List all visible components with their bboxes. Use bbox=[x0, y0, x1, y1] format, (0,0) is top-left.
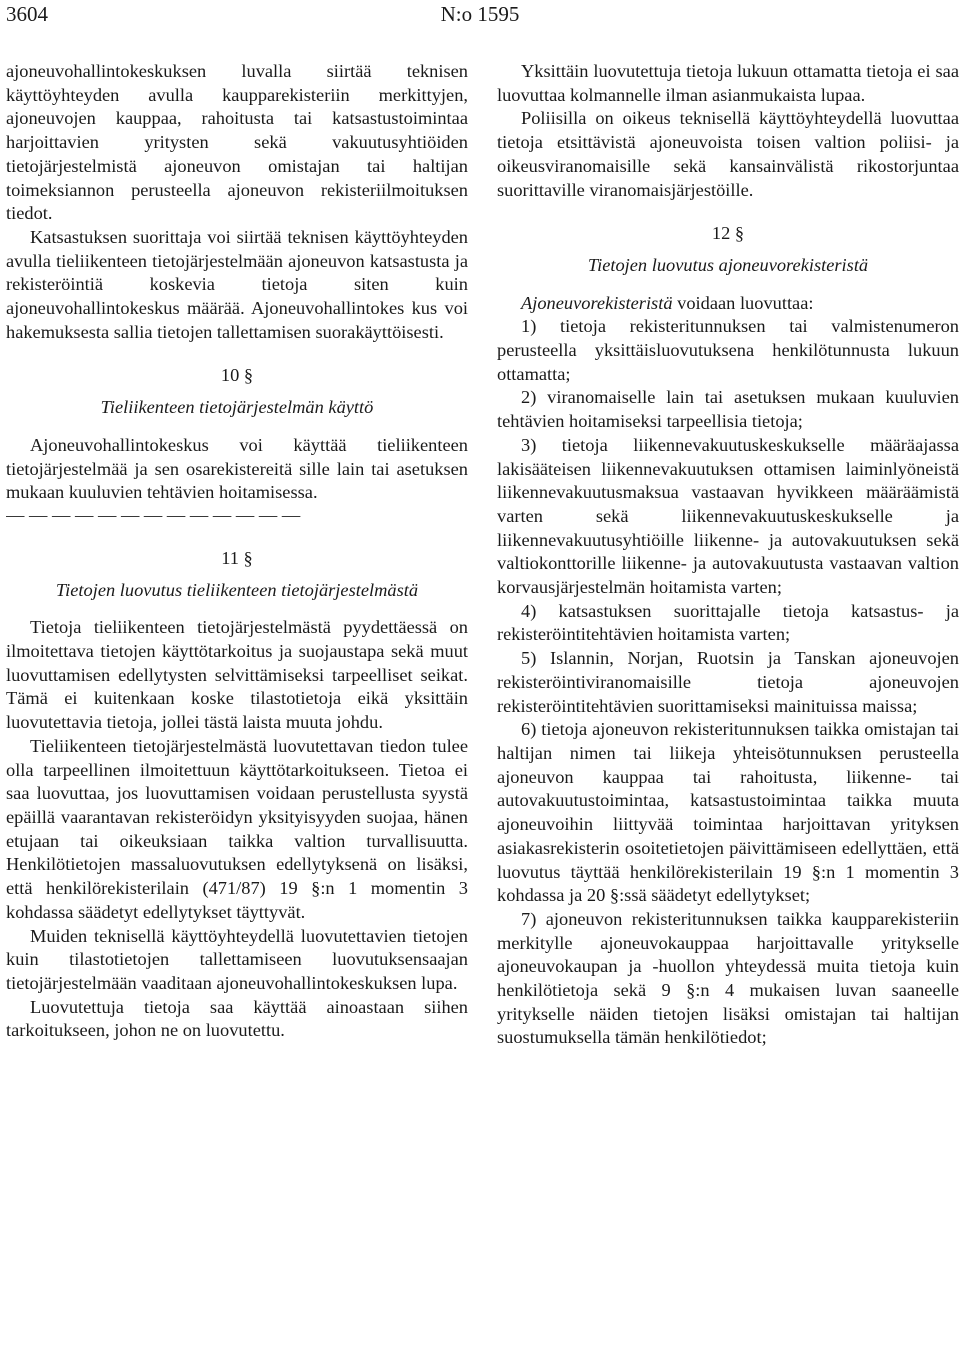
paragraph: Ajoneuvohallintokeskus voi käyttää tieliikenteen tietojärjestelmää ja sen osarekistereitä sille lain tai asetuksen mukaan kuuluvien tehtävien hoitamisessa. bbox=[6, 434, 468, 503]
section-number: 12 § bbox=[711, 223, 745, 244]
paragraph bbox=[6, 616, 468, 735]
sentence: Katsastuksen suorittaja voi siirtää teknisen käyttöyhteyden avulla tieliikenteen tietojärjestelmään ajoneuvon katsastusta ja rekisteröintiä koskevia tietoja siten kuin ajoneuvohallintokeskus määrää. bbox=[6, 226, 468, 319]
paragraph: ajoneuvohallintokeskuksen luvalla siirtää teknisen käyttöyhteyden avulla kaupparekisteriin merkittyjen, ajoneuvojen kauppaa, rahoitusta tai katsastustoimintaa harjoittavien yritysten sekä vakuutusyhtiöiden tietojärjestelmistä ajoneuvon omistajan tai haltijan toimeksiannon perusteella ajoneuvon rekisteriilmoituksen tiedot. bbox=[6, 61, 468, 224]
sentence: Tietoa ei saa luovuttaa, jos luovuttamisen voidaan perustellusta syystä epäillä vaarantavan rekisteröidyn yksityisyyden suojaa, hänen etujaan tai oikeuksiaan taikka valtion turvallisuutta. bbox=[6, 759, 468, 851]
paragraph bbox=[6, 735, 468, 925]
sentence: Henkilötietojen massaluovutuksen edellytyksenä on lisäksi, että henkilörekisterilain (471/87) 19 §:n 1 momentin 3 kohdassa säädetyt edellytykset täyttyvät. bbox=[6, 854, 468, 922]
section-number: 10 § bbox=[220, 365, 254, 386]
section-number: 11 § bbox=[221, 547, 253, 568]
paragraph: Poliisilla on oikeus teknisellä käyttöyhteydellä luovuttaa tietoja etsittävistä ajoneuvoista toisen valtion poliisi- ja oikeusviranomaisille sekä kansainvälistä rikostorjuntaa suorittaville viranomaisjärjestöille. bbox=[497, 108, 959, 200]
sentence: Tieliikenteen tietojärjestelmästä luovutettavan tiedon tulee olla tarpeellinen ilmoitettuun käyttötarkoitukseen. bbox=[6, 735, 468, 780]
section-title: Tietojen luovutus ajoneuvorekisteristä bbox=[587, 254, 869, 275]
list-item: 1) tietoja rekisteritunnuksen tai valmistenumeron perusteella yksittäisluovutuksena henkilötunnusta lukuun ottamatta; bbox=[497, 316, 959, 384]
omission-dashes: — — — — — — — — — — — — — bbox=[6, 504, 301, 525]
sentence: Ajoneuvohallintokes kus voi hakemuksesta sallia tietojen tallettamisen suorakäyttöisesti. bbox=[6, 298, 468, 342]
list-item: 4) katsastuksen suorittajalle tietoja katsastus- ja rekisteröintitehtävien hoitamista varten; bbox=[497, 600, 959, 645]
intro-text: voidaan luovuttaa: bbox=[672, 292, 814, 313]
list-item: 6) tietoja ajoneuvon rekisteritunnuksen taikka omistajan tai haltijan nimen tai liikeja yhteisötunnuksen perusteella ajoneuvon kauppaa tai rahoitusta, liikenne- tai autovakuutustoimintaa, katsastustoimintaa taikka muuta ajoneuvoihin liittyvää toimintaa harjoittavan yrityksen asiakasrekisterin osoitetietojen päivittämiseen edellyttäen, että luovutus täyttää henkilörekisterilain 19 §:n 1 momentin 3 kohdassa ja 20 §:ssä säädetyt edellytykset; bbox=[497, 719, 959, 906]
list-item: 3) tietoja liikennevakuutuskeskukselle määräajassa lakisääteisen liikennevakuutuksen ottamisen laiminlyöneistä liikennevakuutusmaksua vastaavan hyvikkeen määräämistä varten sekä liikennevakuutuskeskukselle ja liikennevakuutusyhtiöille liikenne- ja autovakuutuksen sekä valtiokonttorille liikenne- ja autovakuutusta vastaavan valtion korvausjärjestelmän hoitamista varten; bbox=[497, 434, 959, 598]
paragraph: Yksittäin luovutettuja tietoja lukuun ottamatta tietoja ei saa luovuttaa kolmannelle ilman asianmukaista lupaa. bbox=[497, 61, 959, 105]
section-title: Tietojen luovutus tieliikenteen tietojärjestelmästä bbox=[55, 579, 419, 600]
left-column bbox=[6, 60, 468, 1043]
list-item: 2) viranomaiselle lain tai asetuksen mukaan kuuluvien tehtävien hoitamiseksi tarpeellisia tietoja; bbox=[497, 387, 959, 432]
section-title: Tieliikenteen tietojärjestelmän käyttö bbox=[100, 397, 374, 418]
issue-number: N:o 1595 bbox=[440, 2, 520, 26]
page-number: 3604 bbox=[6, 2, 48, 26]
sentence: Tämä ei kuitenkaan koske tilastotietoja eikä yksittäin luovutettavia tietoja, jollei tästä laista muuta johdu. bbox=[6, 688, 468, 733]
right-column bbox=[497, 60, 959, 1050]
paragraph bbox=[6, 226, 468, 345]
paragraph bbox=[497, 292, 959, 316]
list-item: 5) Islannin, Norjan, Ruotsin ja Tanskan ajoneuvojen rekisteröintiviranomaisille tietoja ajoneuvojen rekisteröintitehtävien suorittamiseksi mainituissa maissa; bbox=[497, 648, 959, 716]
paragraph: Muiden teknisellä käyttöyhteydellä luovutettavien tietojen kuin tilastotietojen tallettamiseen luovutuksensaajan tietojärjestelmään vaaditaan ajoneuvohallintokeskuksen lupa. bbox=[6, 925, 468, 993]
list-item: 7) ajoneuvon rekisteritunnuksen taikka kaupparekisteriin merkitylle ajoneuvokauppaa harjoittavalle yritykselle ajoneuvokaupan ja -huollon yhteydessä muita tietoja kuin henkilötietoja sekä 9 §:n 4 mukaisen luvan saaneelle yritykselle näiden tietojen lisäksi omistajan tai haltijan suostumuksella tämän henkilötiedot; bbox=[497, 908, 959, 1048]
paragraph: Luovutettuja tietoja saa käyttää ainoastaan siihen tarkoitukseen, johon ne on luovutettu. bbox=[6, 996, 468, 1041]
register-name: Ajoneuvorekisteristä bbox=[521, 292, 673, 313]
sentence: Tietoja tieliikenteen tietojärjestelmästä pyydettäessä on ilmoitettava tietojen käyttötarkoitus ja suojaustapa sekä muut luovuttamisen edellytysten selvittämiseksi tarpeelliset seikat. bbox=[6, 617, 468, 685]
